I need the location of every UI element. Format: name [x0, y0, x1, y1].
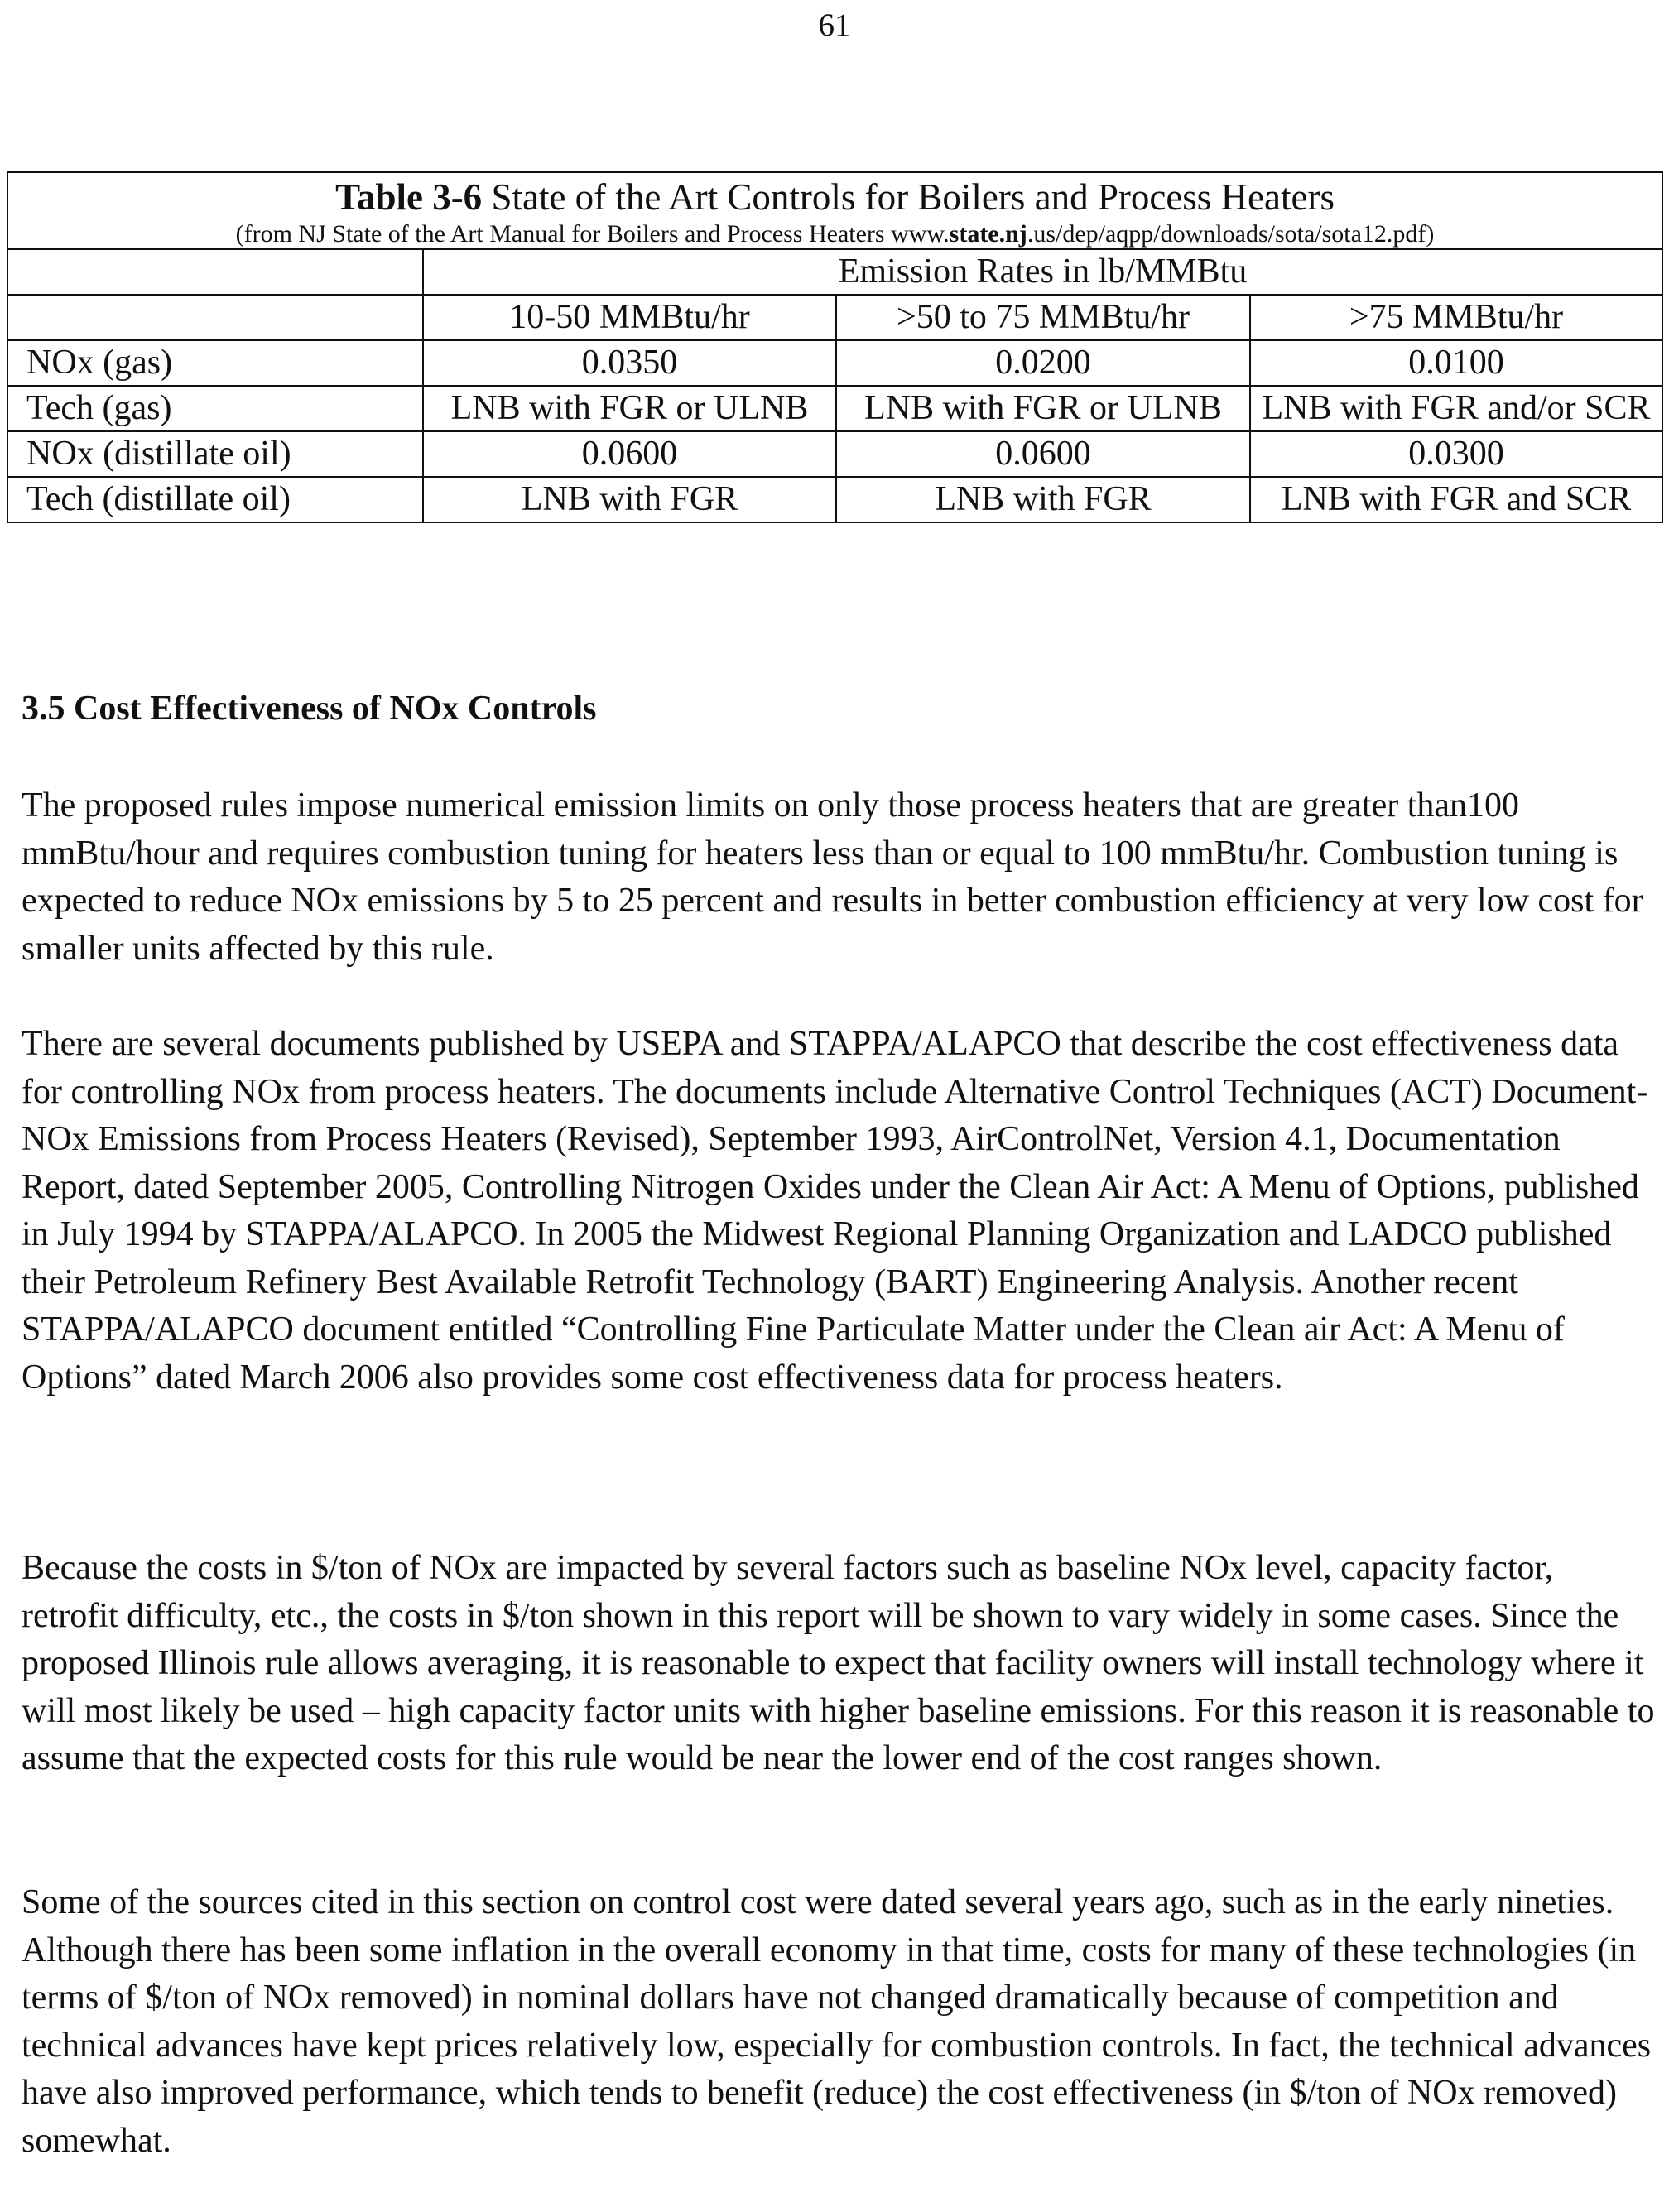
table-cell: LNB with FGR or ULNB: [423, 386, 836, 431]
table-title: [17, 175, 1653, 220]
table-source: [17, 220, 1653, 248]
table-row: [7, 431, 1662, 477]
table-cell: 0.0350: [423, 340, 836, 386]
body-paragraph: Because the costs in $/ton of NOx are impacted by several factors such as baseline NOx level, capacity factor, retrofit difficulty, etc., the costs in $/ton shown in this report will be shown to vary widely in some cases. Since the proposed Illinois rule allows averaging, it is reasonable to expect that facility owners will install technology where it will most likely be used – high capacity factor units with higher baseline emissions. For this reason it is reasonable to assume that the expected costs for this rule would be near the lower end of the cost ranges shown.: [22, 1549, 1655, 1777]
row-label: NOx (distillate oil): [7, 431, 423, 477]
body-paragraph: Some of the sources cited in this section on control cost were dated several years ago, such as in the early nineties. Although there has been some inflation in the overall economy in that time, costs for many of these technologies (in terms of $/ton of NOx removed) in nominal dollars have not changed dramatically because of competition and technical advances have kept prices relatively low, especially for combustion controls. In fact, the technical advances have also improved performance, which tends to benefit (reduce) the cost effectiveness (in $/ton of NOx removed) somewhat.: [22, 1883, 1652, 2160]
table-group-header-row: [7, 249, 1662, 295]
body-paragraph: The proposed rules impose numerical emission limits on only those process heaters that are greater than100 mmBtu/hour and requires combustion tuning for heaters less than or equal to 100 mmBtu/hr. Combustion tuning is expected to reduce NOx emissions by 5 to 25 percent and results in better combustion efficiency at very low cost for smaller units affected by this rule.: [22, 786, 1643, 968]
table-cell: 0.0600: [836, 431, 1250, 477]
table-group-header: Emission Rates in lb/MMBtu: [423, 249, 1662, 295]
table-cell: LNB with FGR and/or SCR: [1250, 386, 1662, 431]
section-heading: 3.5 Cost Effectiveness of NOx Controls: [22, 690, 597, 728]
table-empty-cell: [7, 295, 423, 340]
table-row: [7, 340, 1662, 386]
table-empty-cell: [7, 249, 423, 295]
table-cell: 0.0600: [423, 431, 836, 477]
table-title-text: State of the Art Controls for Boilers and Process Heaters: [482, 176, 1335, 218]
page-number: 61: [818, 7, 851, 43]
table-number: Table 3-6: [335, 176, 483, 218]
row-label: NOx (gas): [7, 340, 423, 386]
row-label: Tech (gas): [7, 386, 423, 431]
table-row: [7, 386, 1662, 431]
table-cell: LNB with FGR or ULNB: [836, 386, 1250, 431]
column-header: >75 MMBtu/hr: [1250, 295, 1662, 340]
table-caption-row: [7, 172, 1662, 249]
table-source-post: .us/dep/aqpp/downloads/sota/sota12.pdf): [1027, 220, 1435, 248]
sota-table: [7, 171, 1663, 523]
column-header: >50 to 75 MMBtu/hr: [836, 295, 1250, 340]
table-column-header-row: [7, 295, 1662, 340]
table-cell: 0.0300: [1250, 431, 1662, 477]
body-paragraph: There are several documents published by USEPA and STAPPA/ALAPCO that describe the cost effectiveness data for controlling NOx from process heaters. The documents include Alternative Control Techniques (ACT) Document- NOx Emissions from Process Heaters (Revised), September 1993, AirControlNet, Version 4.1, Documentation Report, dated September 2005, Controlling Nitrogen Oxides under the Clean Air Act: A Menu of Options, published in July 1994 by STAPPA/ALAPCO. In 2005 the Midwest Regional Planning Organization and LADCO published their Petroleum Refinery Best Available Retrofit Technology (BART) Engineering Analysis. Another recent STAPPA/ALAPCO document entitled “Controlling Fine Particulate Matter under the Clean air Act: A Menu of Options” dated March 2006 also provides some cost effectiveness data for process heaters.: [22, 1025, 1648, 1397]
column-header: 10-50 MMBtu/hr: [423, 295, 836, 340]
table-cell: LNB with FGR: [836, 477, 1250, 522]
table-caption: [7, 172, 1662, 249]
table-source-pre: (from NJ State of the Art Manual for Boilers and Process Heaters www.: [235, 220, 950, 248]
row-label: Tech (distillate oil): [7, 477, 423, 522]
table-row: [7, 477, 1662, 522]
table-source-bold: state.nj: [949, 220, 1027, 248]
table-cell: 0.0200: [836, 340, 1250, 386]
table-cell: 0.0100: [1250, 340, 1662, 386]
table-cell: LNB with FGR and SCR: [1250, 477, 1662, 522]
table-cell: LNB with FGR: [423, 477, 836, 522]
sota-table-container: [7, 171, 1662, 523]
